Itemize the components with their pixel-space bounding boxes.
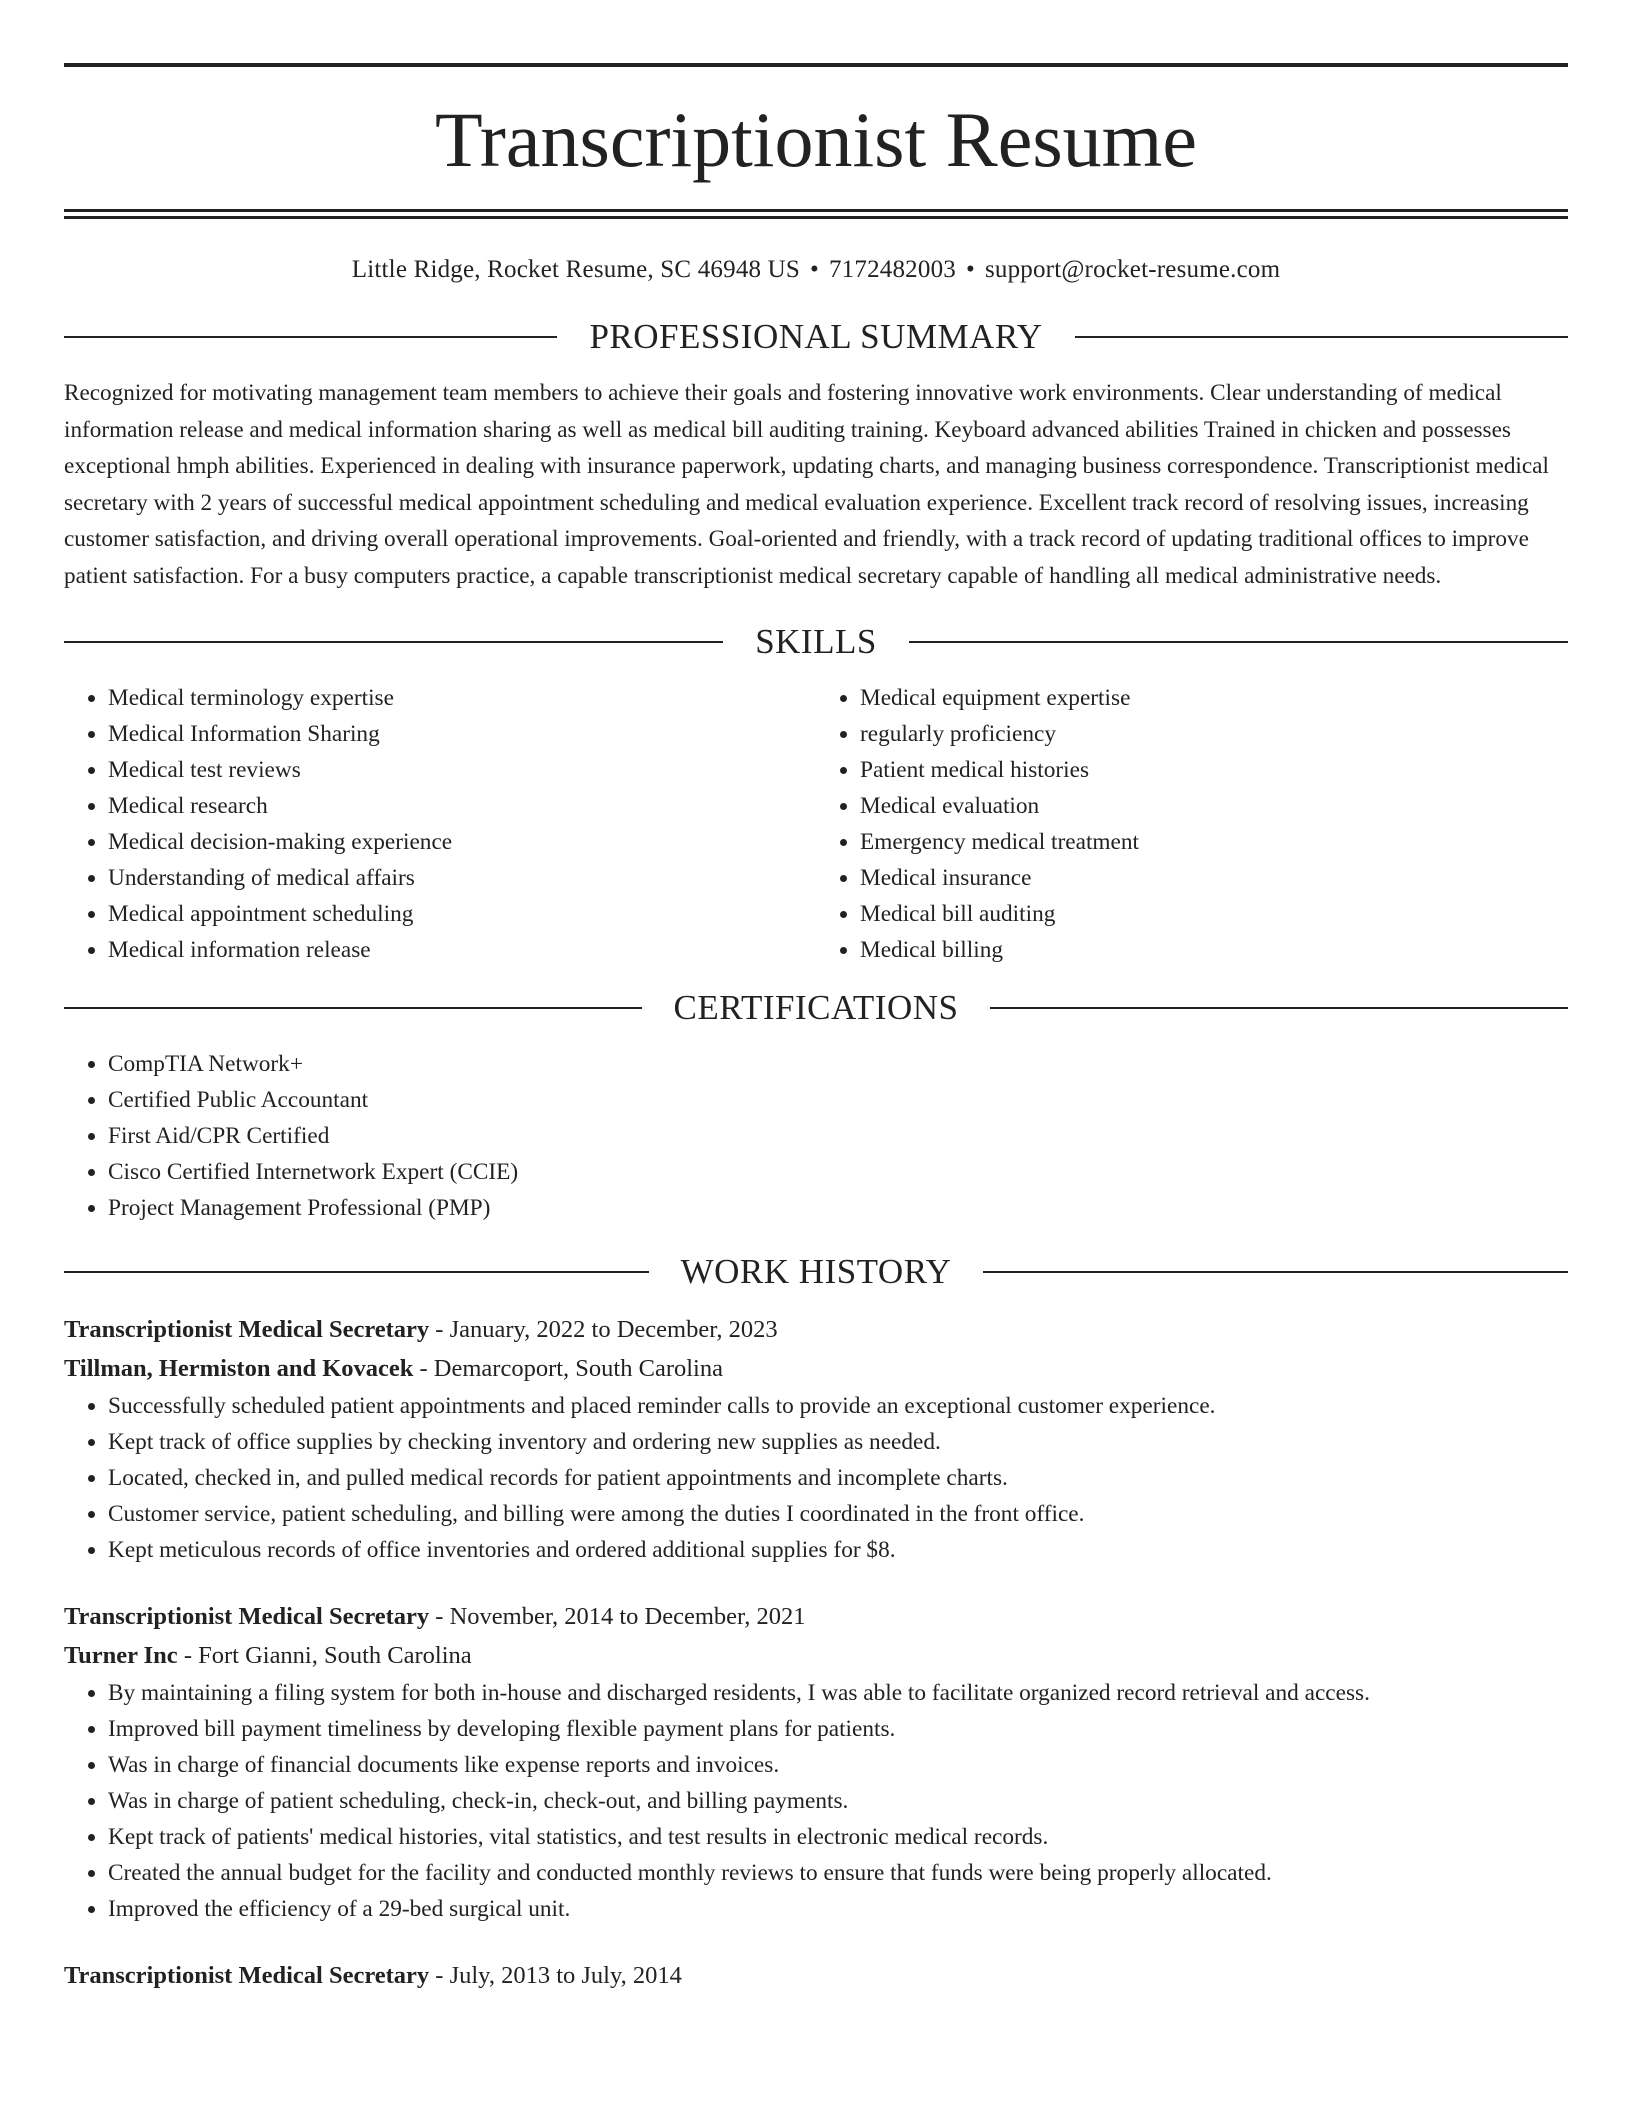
skills-grid bbox=[64, 680, 1568, 968]
certifications-heading bbox=[64, 986, 1568, 1030]
skill-item: • Medical appointment scheduling bbox=[108, 896, 816, 932]
job-bullet: • Was in charge of financial documents like expense reports and invoices. bbox=[108, 1747, 1568, 1783]
resume-page bbox=[64, 0, 1568, 1995]
job-title-line bbox=[64, 1597, 1568, 1636]
skills-list-left bbox=[64, 680, 816, 968]
heading-rule-right bbox=[990, 1007, 1568, 1009]
heading-rule-left bbox=[64, 1007, 642, 1009]
summary-heading bbox=[64, 315, 1568, 359]
certification-item: • Certified Public Accountant bbox=[108, 1082, 1568, 1118]
certification-item: • CompTIA Network+ bbox=[108, 1046, 1568, 1082]
job-title-line bbox=[64, 1956, 1568, 1995]
skill-item: • Patient medical histories bbox=[860, 752, 1568, 788]
job-bullet: • Located, checked in, and pulled medical records for patient appointments and incomplete charts. bbox=[108, 1460, 1568, 1496]
skill-item: • Medical Information Sharing bbox=[108, 716, 816, 752]
heading-rule-right bbox=[909, 641, 1568, 643]
skill-item: • Medical equipment expertise bbox=[860, 680, 1568, 716]
title-double-rule bbox=[64, 209, 1568, 219]
contact-address: Little Ridge, Rocket Resume, SC 46948 US bbox=[351, 256, 801, 283]
work-heading-label: WORK HISTORY bbox=[680, 1252, 952, 1291]
job-title: Transcriptionist Medical Secretary bbox=[64, 1603, 430, 1630]
certification-item: • Cisco Certified Internetwork Expert (CCIE) bbox=[108, 1154, 1568, 1190]
job-bullet: • Was in charge of patient scheduling, check-in, check-out, and billing payments. bbox=[108, 1783, 1568, 1819]
job-bullet: • Created the annual budget for the facility and conducted monthly reviews to ensure that funds were being properly allocated. bbox=[108, 1855, 1568, 1891]
skill-item: • Medical research bbox=[108, 788, 816, 824]
job-title: Transcriptionist Medical Secretary bbox=[64, 1962, 430, 1989]
job-dates: - July, 2013 to July, 2014 bbox=[429, 1962, 682, 1989]
contact-phone: 7172482003 bbox=[828, 256, 956, 283]
job-bullet: • Kept meticulous records of office inventories and ordered additional supplies for $8. bbox=[108, 1532, 1568, 1568]
job-entry bbox=[64, 1597, 1568, 1927]
skill-item: • Understanding of medical affairs bbox=[108, 860, 816, 896]
skill-item: • Medical terminology expertise bbox=[108, 680, 816, 716]
contact-line bbox=[64, 255, 1568, 285]
skill-item: • Medical billing bbox=[860, 932, 1568, 968]
job-bullet: • Kept track of patients' medical histories, vital statistics, and test results in electronic medical records. bbox=[108, 1819, 1568, 1855]
job-entry bbox=[64, 1956, 1568, 1995]
job-bullet: • Improved the efficiency of a 29-bed surgical unit. bbox=[108, 1891, 1568, 1927]
job-company-line bbox=[64, 1636, 1568, 1675]
summary-heading-label: PROFESSIONAL SUMMARY bbox=[589, 317, 1043, 356]
job-bullet: • Kept track of office supplies by checking inventory and ordering new supplies as needed. bbox=[108, 1424, 1568, 1460]
job-bullet: • Improved bill payment timeliness by developing flexible payment plans for patients. bbox=[108, 1711, 1568, 1747]
job-bullet: • Successfully scheduled patient appointments and placed reminder calls to provide an exceptional customer experience. bbox=[108, 1388, 1568, 1424]
certifications-list bbox=[64, 1046, 1568, 1226]
job-bullet: • Customer service, patient scheduling, and billing were among the duties I coordinated in the front office. bbox=[108, 1496, 1568, 1532]
job-location: - Demarcoport, South Carolina bbox=[413, 1355, 723, 1382]
contact-separator: • bbox=[965, 256, 975, 283]
job-company: Turner Inc bbox=[64, 1642, 178, 1669]
skill-item: • Medical information release bbox=[108, 932, 816, 968]
skill-item: • Medical insurance bbox=[860, 860, 1568, 896]
job-title: Transcriptionist Medical Secretary bbox=[64, 1316, 430, 1343]
job-company: Tillman, Hermiston and Kovacek bbox=[64, 1355, 414, 1382]
certification-item: • First Aid/CPR Certified bbox=[108, 1118, 1568, 1154]
certification-item: • Project Management Professional (PMP) bbox=[108, 1190, 1568, 1226]
job-bullet: • By maintaining a filing system for both in-house and discharged residents, I was able to facilitate organized record retrieval and access. bbox=[108, 1675, 1568, 1711]
job-title-line bbox=[64, 1310, 1568, 1349]
job-dates: - November, 2014 to December, 2021 bbox=[429, 1603, 806, 1630]
heading-rule-right bbox=[1075, 336, 1568, 338]
skills-heading bbox=[64, 620, 1568, 664]
skills-list-right bbox=[816, 680, 1568, 968]
skill-item: • Medical bill auditing bbox=[860, 896, 1568, 932]
contact-email: support@rocket-resume.com bbox=[984, 256, 1281, 283]
skills-column-left bbox=[64, 680, 816, 968]
job-location: - Fort Gianni, South Carolina bbox=[177, 1642, 472, 1669]
resume-title: Transcriptionist Resume bbox=[435, 96, 1197, 183]
skill-item: • Medical decision-making experience bbox=[108, 824, 816, 860]
skill-item: • Medical test reviews bbox=[108, 752, 816, 788]
work-heading bbox=[64, 1250, 1568, 1294]
summary-text: Recognized for motivating management team members to achieve their goals and fostering innovative work environments. Clear understanding of medical information release and medical information sharing as well as medical bill auditing training. Keyboard advanced abilities Trained in chicken and possesses exceptional hmph abilities. Experienced in dealing with insurance paperwork, updating charts, and managing business correspondence. Transcriptionist medical secretary with 2 years of successful medical appointment scheduling and medical evaluation experience. Excellent track record of resolving issues, increasing customer satisfaction, and driving overall operational improvements. Goal-oriented and friendly, with a track record of updating traditional offices to improve patient satisfaction. For a busy computers practice, a capable transcriptionist medical secretary capable of handling all medical administrative needs. bbox=[64, 380, 1549, 589]
heading-rule-left bbox=[64, 336, 557, 338]
job-bullets bbox=[64, 1388, 1568, 1568]
job-company-line bbox=[64, 1349, 1568, 1388]
top-rule bbox=[64, 63, 1568, 67]
heading-rule-left bbox=[64, 641, 723, 643]
skill-item: • Medical evaluation bbox=[860, 788, 1568, 824]
certifications-heading-label: CERTIFICATIONS bbox=[673, 988, 959, 1027]
job-bullets bbox=[64, 1675, 1568, 1927]
job-entry bbox=[64, 1310, 1568, 1568]
skill-item: • Emergency medical treatment bbox=[860, 824, 1568, 860]
job-dates: - January, 2022 to December, 2023 bbox=[429, 1316, 778, 1343]
skills-heading-label: SKILLS bbox=[755, 622, 877, 661]
heading-rule-left bbox=[64, 1271, 649, 1273]
contact-separator: • bbox=[810, 256, 819, 283]
heading-rule-right bbox=[983, 1271, 1568, 1273]
skills-column-right bbox=[816, 680, 1568, 968]
skill-item: • regularly proficiency bbox=[860, 716, 1568, 752]
